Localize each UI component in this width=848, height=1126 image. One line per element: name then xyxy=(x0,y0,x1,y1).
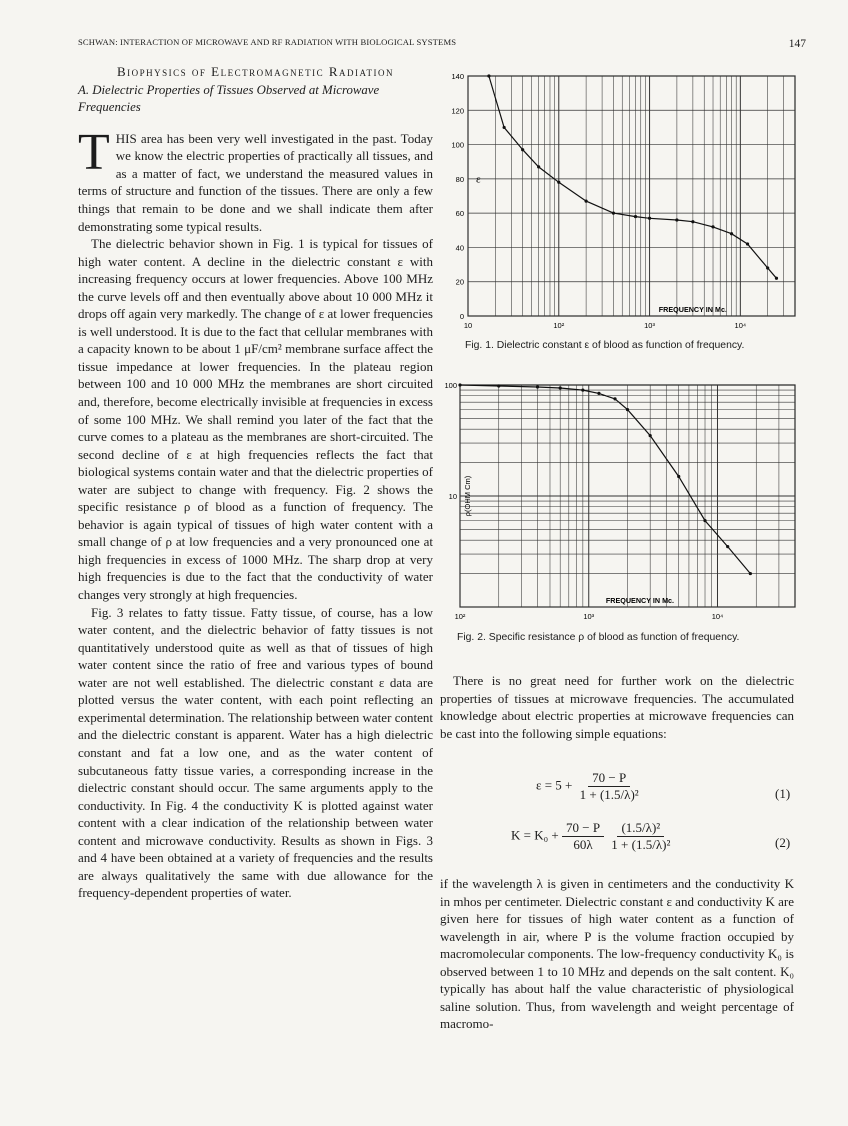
data-point xyxy=(613,397,616,400)
drop-cap: T xyxy=(78,123,110,181)
data-point xyxy=(730,232,733,235)
x-tick-label: 10 xyxy=(463,321,473,330)
x-tick-label: 10² xyxy=(553,321,565,330)
y-tick-label: 0 xyxy=(459,312,464,321)
page-number: 147 xyxy=(788,38,806,50)
plot-frame xyxy=(468,76,795,316)
x-axis-label: FREQUENCY IN Mc. xyxy=(605,596,675,605)
equation-2-numerator-2: (1.5/λ)² xyxy=(617,820,664,837)
data-point xyxy=(677,475,680,478)
data-point xyxy=(503,126,506,129)
data-point xyxy=(585,200,588,203)
y-tick-label: 100 xyxy=(444,381,457,390)
data-point xyxy=(612,212,615,215)
figure-1-chart xyxy=(440,70,800,360)
equation-2-label: (2) xyxy=(775,835,791,850)
paragraph-2: The dielectric behavior shown in Fig. 1 is typical for tissues of high water content. A decline in the dielectric constant ε with increasing frequency occurs at lower frequencies. Above 100 MHz the curve levels off and then eventually above about 10 000 MHz it drops off again very markedly. The change of ε at lower frequencies is well understood. It is due to the fact that cellular membranes with a capacity known to be about 1 μF/cm² membrane surface affect the tissue impedance at lower frequencies. In the plateau region between 100 and 10 000 MHz the membranes are short circuited and, therefore, become electrically invisible at frequencies in excess of some 100 MHz. We shall remind you later of the fact that the curve comes to a plateau as the membranes are short-circuited. The second decline of ε at high frequencies reflects the fact that biological systems contain water and that the dielectric properties of water are subject to change with frequency. Fig. 2 shows the specific resistance ρ of blood as a function of frequency. The behavior is again typical of tissues of high water content with a small change of ρ at low frequencies and a very pronounced one at high frequencies in excess of 1000 MHz. The sharp drop at very high frequencies is due to the fact that the conductivity of water changes very strongly at high frequencies. xyxy=(78,236,433,603)
equation-1-numerator: 70 − P xyxy=(588,770,630,787)
figure-1 xyxy=(440,70,800,360)
data-point xyxy=(766,266,769,269)
equation-1-label: (1) xyxy=(775,786,791,801)
y-tick-label: 80 xyxy=(455,174,464,184)
y-tick-label: 10 xyxy=(448,492,457,501)
equation-2-numerator-1: 70 − P xyxy=(562,820,604,837)
data-point xyxy=(746,242,749,245)
x-tick-label: 10³ xyxy=(644,321,655,330)
data-point xyxy=(597,392,600,395)
equation-1 xyxy=(536,770,643,803)
equation-2-fraction-1 xyxy=(562,820,604,853)
data-point xyxy=(775,277,778,280)
data-point xyxy=(711,225,714,228)
equation-1-denominator: 1 + (1.5/λ)² xyxy=(579,787,639,802)
left-column xyxy=(78,64,433,902)
data-point xyxy=(536,385,539,388)
data-point xyxy=(557,181,560,184)
data-line xyxy=(460,385,750,574)
paragraph-1-text: HIS area has been very well investigated in the past. Today we know the electric properties of practically all tissues, and as a matter of fact, we understand the measured values in terms of structure and function of the tissues. There are only a few things that remain to be done and we shall indicate them after demonstrating some typical results. xyxy=(78,130,433,234)
y-tick-label: 60 xyxy=(455,209,464,219)
y-tick-label: 40 xyxy=(455,243,464,253)
data-point xyxy=(487,74,490,77)
right-paragraph-2: if the wavelength λ is given in centimeters and the conductivity K in mhos per centimeter. Dielectric constant ε and conductivity K are given here for tissues of high water content as a function of wavelength in air, where P is the volume fraction occupied by macromolecular components. The low-frequency conductivity K₀ is observed between 1 to 10 MHz and depends on the salt content. K₀ typically has about half the value characteristic of physiological saline solution. Thus, from wavelength and weight percentage of macromo- xyxy=(440,876,794,1032)
x-tick-label: 10² xyxy=(454,612,466,621)
x-tick-label: 10³ xyxy=(583,612,595,621)
y-tick-label: 20 xyxy=(455,277,464,287)
equation-2 xyxy=(511,820,674,853)
data-point xyxy=(726,545,729,548)
data-point xyxy=(559,386,562,389)
data-point xyxy=(497,384,500,387)
data-line xyxy=(489,76,777,278)
right-paragraph-1: There is no great need for further work on the dielectric properties of tissues at microwave frequencies. The accumulated knowledge about electric properties at microwave frequencies can be cast into the following simple equations: xyxy=(440,673,794,741)
y-tick-label: 100 xyxy=(451,140,464,150)
subsection-title: A. Dielectric Properties of Tissues Observed at Microwave Frequencies xyxy=(78,83,380,115)
figure-1-caption: Fig. 1. Dielectric constant ε of blood as function of frequency. xyxy=(465,340,745,351)
equation-2-denominator-2: 1 + (1.5/λ)² xyxy=(611,837,671,852)
equation-1-fraction xyxy=(576,770,643,803)
x-axis-label: FREQUENCY IN Mc. xyxy=(658,305,727,314)
paragraph-3: Fig. 3 relates to fatty tissue. Fatty tissue, of course, has a low water content, and the dielectric behavior of fatty tissues is not quantitatively understood quite as well as that of tissues of high water content since the ratio of free and various types of bound water are not well established. The dielectric constant ε data are plotted versus the water content, with each point reflecting an experimental determination. The relationship between water content and the dielectric constant is apparent. Water has a high dielectric constant and fat a low one, and as the water content of subcutaneous fatty tissue varies, a corresponding increase in the dielectric constant should occur. The same arguments apply to the conductivity. In Fig. 4 the conductivity K is plotted against water content with a clear indication of the relationship between water content and microwave conductivity. Results as shown in Figs. 3 and 4 have been obtained at a variety of frequencies and the results are always qualitatively the same with due allowance for the frequency-dependent properties of water. xyxy=(78,604,433,901)
data-point xyxy=(626,408,629,411)
equation-2-fraction-2 xyxy=(607,820,674,853)
data-point xyxy=(634,215,637,218)
y-axis-label: ρ(OHM Cm) xyxy=(463,475,472,517)
data-point xyxy=(675,218,678,221)
equation-2-lhs: K = K₀ + xyxy=(511,827,559,843)
data-point xyxy=(648,217,651,220)
data-point xyxy=(458,383,461,386)
paragraph-1 xyxy=(78,123,433,235)
y-tick-label: 140 xyxy=(451,72,464,81)
y-tick-label: 120 xyxy=(451,106,464,116)
right-column-lower xyxy=(440,875,794,1033)
right-column xyxy=(440,672,794,742)
data-point xyxy=(649,434,652,437)
equation-1-lhs: ε = 5 + xyxy=(536,777,573,793)
y-axis-label: ε xyxy=(476,173,481,186)
data-point xyxy=(703,519,706,522)
x-tick-label: 10⁴ xyxy=(734,321,747,330)
data-point xyxy=(521,148,524,151)
section-title: Biophysics of Electromagnetic Radiation xyxy=(116,64,395,79)
data-point xyxy=(749,572,752,575)
data-point xyxy=(691,220,694,223)
data-point xyxy=(537,165,540,168)
running-header: SCHWAN: INTERACTION OF MICROWAVE AND RF RADIATION WITH BIOLOGICAL SYSTEMS xyxy=(78,37,457,47)
figure-2-chart xyxy=(440,375,800,650)
equation-2-denominator-1: 60λ xyxy=(573,837,593,852)
x-tick-label: 10⁴ xyxy=(711,612,724,621)
figure-2-caption: Fig. 2. Specific resistance ρ of blood as function of frequency. xyxy=(457,632,740,643)
data-point xyxy=(581,388,584,391)
figure-2 xyxy=(440,375,800,650)
